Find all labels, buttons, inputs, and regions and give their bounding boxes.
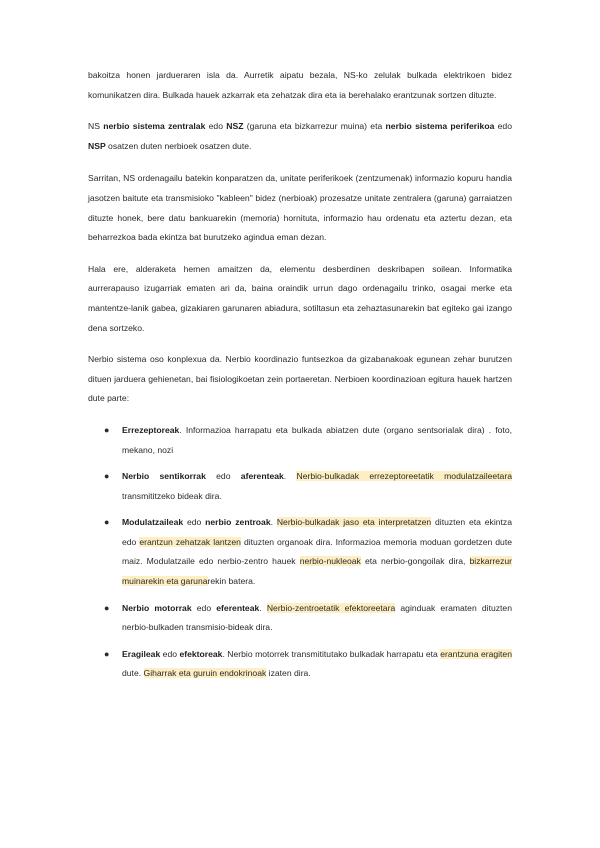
list-item-modulatzaileak xyxy=(104,513,513,591)
text-run: dituzten eta ekintza edo xyxy=(122,517,512,547)
text-run: . Informazioa harrapatu eta bulkada abiatzen dute (organo sentsorialak dira) . foto, mekano, nozi xyxy=(122,424,512,455)
term: eferenteak xyxy=(216,602,260,613)
term: Errezeptoreak xyxy=(122,424,180,435)
highlighted-text: Giharrak eta guruin endokrinoak xyxy=(143,668,267,679)
bullet-icon: ● xyxy=(104,471,110,482)
text-run: edo xyxy=(183,517,206,528)
list-item-nerbio-motorrak xyxy=(104,599,512,638)
text-run: . xyxy=(259,602,267,613)
term: Nerbio motorrak xyxy=(122,602,192,613)
text-run: . xyxy=(270,517,277,528)
highlighted-text: erantzuna eragiten xyxy=(440,648,512,659)
list-item-errezeptoreak xyxy=(104,421,512,460)
text-run: dituzten organoak dira. Informazioa memoria moduan gordetzen dute maiz. Modulatzaile edo nerbio-zentro hauek xyxy=(122,536,512,567)
term-nerbio-sistema-zentrala: nerbio sistema zentralak xyxy=(103,121,206,132)
text-run: edo xyxy=(494,121,512,132)
bullet-icon: ● xyxy=(104,517,110,528)
text-run: (garuna eta bizkarrezur muina) eta xyxy=(243,121,386,132)
text-run: . xyxy=(283,471,297,482)
text-run: edo xyxy=(205,121,227,132)
text-run: . Nerbio motorrek transmititutako bulkadak harrapatu eta xyxy=(222,648,441,659)
list-item-eragileak xyxy=(104,645,512,684)
term-nerbio-sistema-periferikoa: nerbio sistema periferikoa xyxy=(385,121,495,132)
text-run: transmititzeko bideak dira. xyxy=(122,490,222,501)
paragraph-ns-definition xyxy=(88,117,512,156)
text-run: osatzen duten nerbioek osatzen dute. xyxy=(105,140,252,151)
term: Nerbio sentikorrak xyxy=(122,471,206,482)
paragraph-coordination: Nerbio sistema oso konplexua da. Nerbio koordinazio funtsezkoa da gizabanakoak egunean zehar burutzen dituen jarduera gehienetan, bai fisiologikoetan zein portaeretan. Nerbioen koordinazioan egitura hauek hartzen dute parte: xyxy=(88,354,512,404)
structures-list xyxy=(88,421,512,684)
paragraph-intro: bakoitza honen jardueraren isla da. Aurretik aipatu bezala, NS-ko zelulak bulkada elektrikoen bidez komunikatzen dira. Bulkada hauek azkarrak eta zehatzak dira eta ia berehalako erantzunak sortzen dituzte. xyxy=(88,70,512,100)
text-run: eta nerbio-gongoilak dira, xyxy=(360,556,470,567)
text-run: izaten dira. xyxy=(266,668,311,679)
highlighted-text: Nerbio-bulkadak errezeptoreetatik modulatzaileetara xyxy=(296,471,512,482)
highlighted-text: Nerbio-zentroetatik efektoreetara xyxy=(266,602,396,613)
term: Eragileak xyxy=(122,648,161,659)
text-run: edo xyxy=(191,602,217,613)
bullet-icon: ● xyxy=(104,648,110,659)
bullet-icon: ● xyxy=(104,602,110,613)
term: Modulatzaileak xyxy=(122,517,184,528)
text-run: rekin batera. xyxy=(207,576,256,587)
text-run: edo xyxy=(160,648,180,659)
paragraph-comparison-limits: Hala ere, alderaketa hemen amaitzen da, elementu desberdinen deskribapen soilean. Informatika aurrerapauso izugarriak ematen ari da, baina oraindik urrun dago ordenagailu trinko, osagai merke eta mantentze-lanik gabea, gizakiaren garunaren abiadura, sotiltasun eta zehaztasunarekin bat egiteko gai izango dena sortzeko. xyxy=(88,263,512,333)
text-run: dute. xyxy=(122,668,144,679)
text-run: NS xyxy=(88,121,104,132)
paragraph-computer-comparison: Sarritan, NS ordenagailu batekin konparatzen da, unitate periferikoek (zentzumenak) informazio kopuru handia jasotzen baitute eta transmisioko "kableen" bidez (nerbioak) prozesatze unitate zentralera (garuna) garraiatzen dituzte honek, bere datu bankuarekin (memoria) hornituta, informazio hau ordenatu eta aztertu dezan, eta beharrezkoa bada ekintza bat burutzeko agindua eman dezan. xyxy=(88,173,512,243)
text-run: edo xyxy=(205,471,241,482)
term: aferenteak xyxy=(240,471,284,482)
highlighted-text: erantzun zehatzak lantzen xyxy=(139,536,241,547)
term-nsp: NSP xyxy=(88,140,106,151)
highlighted-text: bizkarrezur muinarekin eta garuna xyxy=(122,556,513,587)
highlighted-text: nerbio-nukleoak xyxy=(299,556,361,567)
text-run: aginduak eramaten dituzten nerbio-bulkaden transmisio-bideak dira. xyxy=(122,602,512,633)
bullet-icon: ● xyxy=(104,424,110,435)
term-nsz: NSZ xyxy=(226,121,244,132)
list-item-nerbio-sentikorrak xyxy=(104,467,512,506)
highlighted-text: Nerbio-bulkadak jaso eta interpretatzen xyxy=(276,517,432,528)
term: efektoreak xyxy=(179,648,223,659)
term: nerbio zentroak xyxy=(205,517,271,528)
